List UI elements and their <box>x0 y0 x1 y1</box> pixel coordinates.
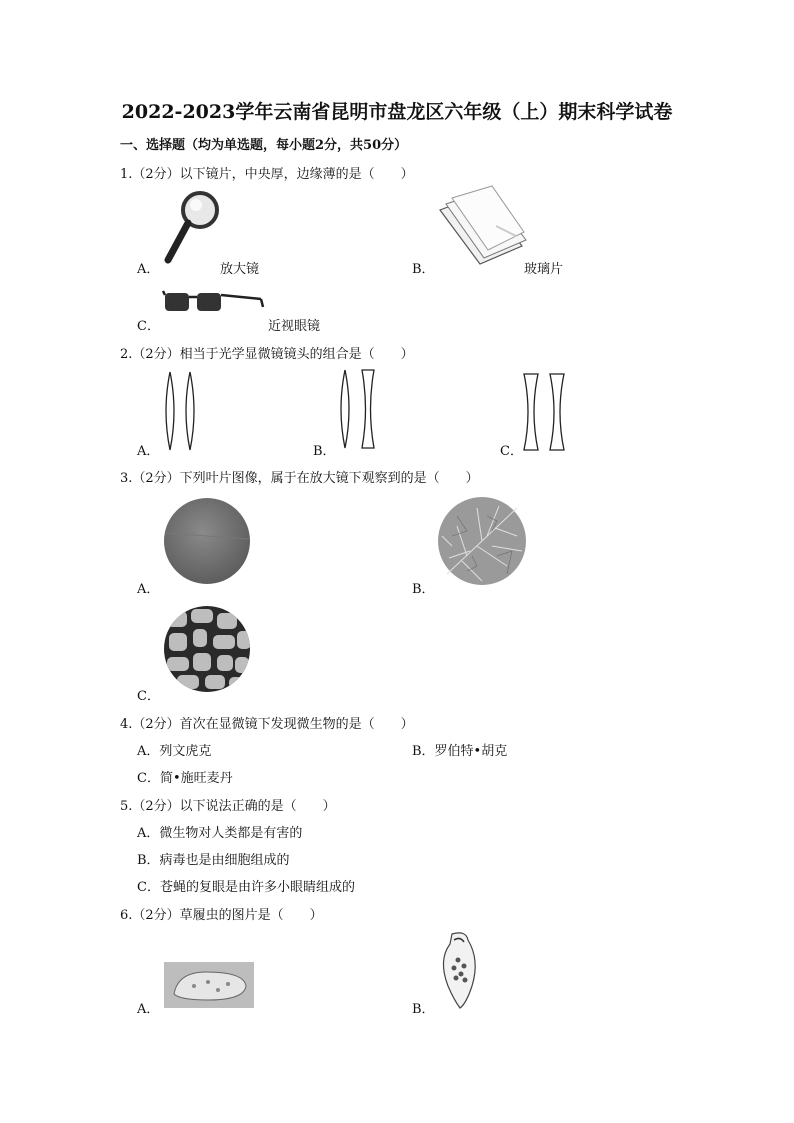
q6-option-b-letter[interactable]: B． <box>412 1002 435 1017</box>
q3-option-b-letter[interactable]: B． <box>412 582 435 597</box>
paramecium-image <box>164 962 254 1008</box>
q2-option-b-letter[interactable]: B． <box>313 444 336 459</box>
q1-option-c-letter[interactable]: C． <box>137 319 160 334</box>
q2-option-a-letter[interactable]: A． <box>137 444 160 459</box>
q1-option-b-letter[interactable]: B． <box>412 262 435 277</box>
q6-option-a-letter[interactable]: A． <box>137 1002 160 1017</box>
question-1-stem: 1.（2分）以下镜片，中央厚，边缘薄的是（ ） <box>120 167 414 182</box>
leaf-naked-eye-image <box>163 497 251 585</box>
q5-option-b[interactable]: B．病毒也是由细胞组成的 <box>137 853 290 868</box>
question-6-stem: 6.（2分）草履虫的图片是（ ） <box>120 908 323 923</box>
question-4-stem: 4.（2分）首次在显微镜下发现微生物的是（ ） <box>120 717 414 732</box>
q4-option-b[interactable]: B．罗伯特•胡克 <box>412 744 508 759</box>
section-heading: 一、选择题（均为单选题，每小题2分，共50分） <box>120 138 408 153</box>
page-title: 2022-2023学年云南省昆明市盘龙区六年级（上）期末科学试卷 <box>121 101 673 123</box>
q1-option-a-letter[interactable]: A． <box>137 262 160 277</box>
magnifier-icon <box>160 190 222 268</box>
two-convex-lenses-icon <box>160 370 200 452</box>
q3-option-c-letter[interactable]: C． <box>137 689 160 704</box>
q4-option-a[interactable]: A．列文虎克 <box>137 744 212 759</box>
q2-option-c-letter[interactable]: C． <box>500 444 523 459</box>
q4-option-c[interactable]: C．简•施旺麦丹 <box>137 771 233 786</box>
glasses-icon <box>163 287 265 321</box>
q5-option-a[interactable]: A．微生物对人类都是有害的 <box>137 826 303 841</box>
question-5-stem: 5.（2分）以下说法正确的是（ ） <box>120 799 336 814</box>
protozoa-image <box>436 930 482 1010</box>
question-2-stem: 2.（2分）相当于光学显微镜镜头的组合是（ ） <box>120 347 414 362</box>
glass-sheet-icon <box>436 186 528 266</box>
question-3-stem: 3.（2分）下列叶片图像，属于在放大镜下观察到的是（ ） <box>120 471 479 486</box>
leaf-magnifier-image <box>437 496 527 586</box>
two-concave-lenses-icon <box>522 372 568 452</box>
q1-option-a-caption: 放大镜 <box>220 262 260 277</box>
q3-option-a-letter[interactable]: A． <box>137 582 160 597</box>
q1-option-c-caption: 近视眼镜 <box>268 319 321 334</box>
q1-option-b-caption: 玻璃片 <box>524 262 564 277</box>
q5-option-c[interactable]: C．苍蝇的复眼是由许多小眼睛组成的 <box>137 880 355 895</box>
convex-concave-lenses-icon <box>336 368 378 450</box>
leaf-microscope-image <box>163 605 251 693</box>
